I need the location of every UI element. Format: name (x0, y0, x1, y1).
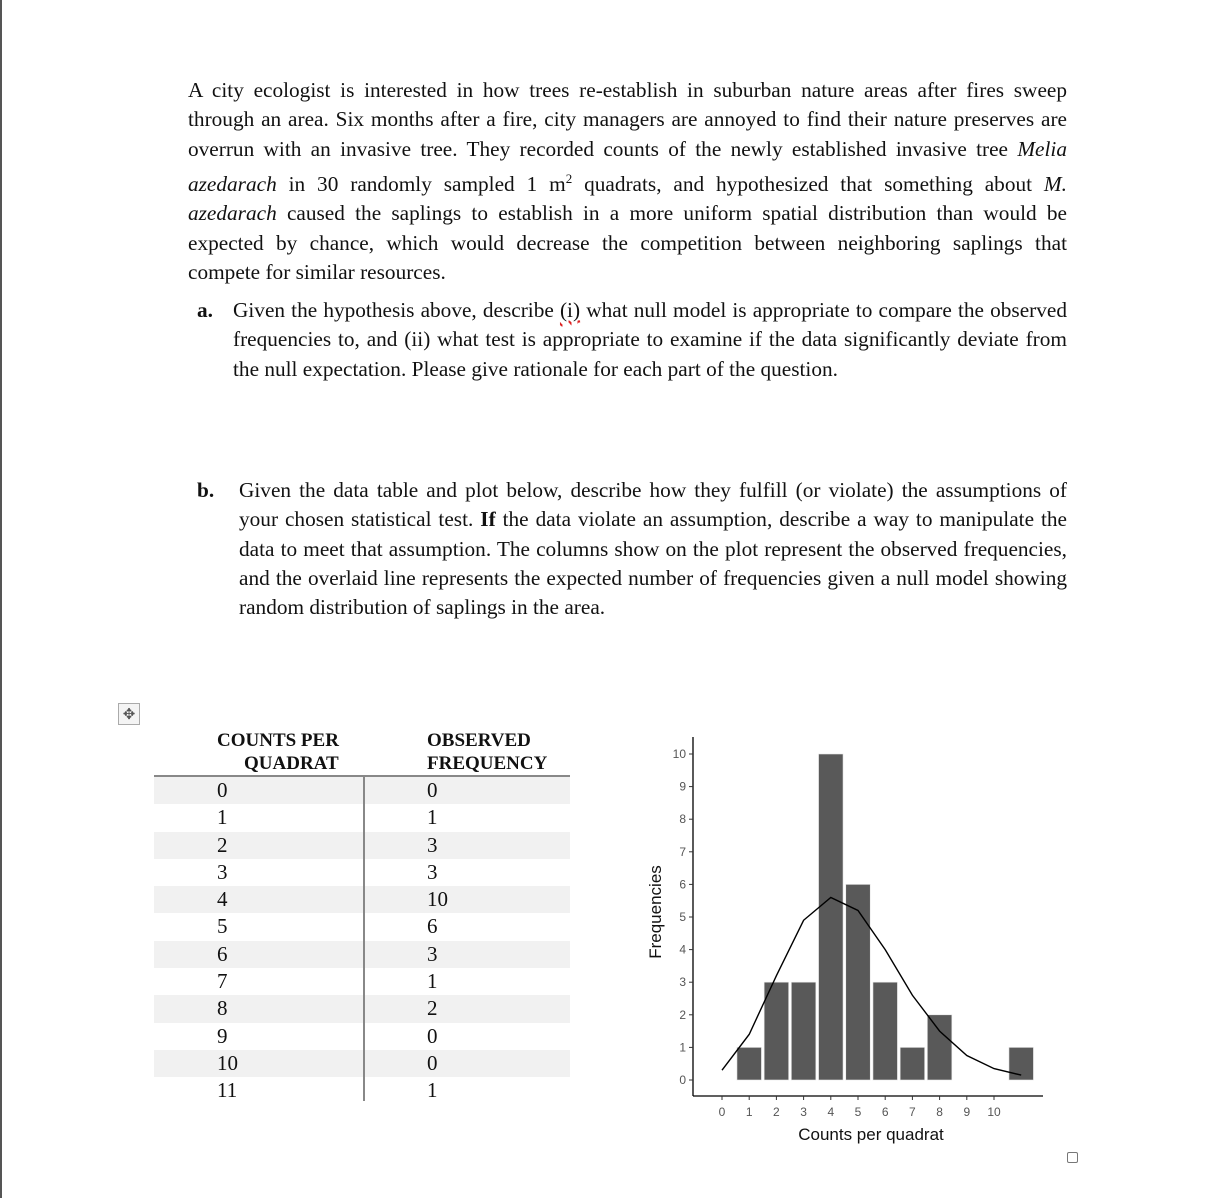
question-text: Given the data table and plot below, describe how they fulfill (or violate) the assumptions of your chosen statistical test. (239, 478, 1067, 532)
count-cell: 2 (217, 832, 228, 857)
frequency-cell: 0 (427, 1050, 438, 1075)
question-bold: If (480, 507, 496, 532)
intro-text: quadrats, and hypothesized that something about (572, 171, 1044, 196)
question-text: what null model is appropriate to compare the observed frequencies to, and (ii) what test is appropriate to examine if the data significantly deviate from the null expectation. Please give rationale for each part of the question. (233, 298, 1067, 381)
bar (737, 1047, 761, 1080)
count-cell: 6 (217, 941, 228, 966)
species-name-short: M. azedarach (188, 171, 1067, 226)
x-tick-label: 0 (718, 1105, 726, 1119)
x-tick-label: 4 (827, 1105, 835, 1119)
question-text: Given the hypothesis above, describe (233, 298, 560, 322)
table-row (154, 941, 570, 968)
intro-text: caused the saplings to establish in a more uniform spatial distribution than would be expected by chance, which would decrease the competition between neighboring saplings that compete for similar resources. (188, 201, 1067, 284)
count-cell: 10 (217, 1050, 238, 1075)
y-tick-label: 7 (679, 844, 686, 859)
bar (900, 1047, 924, 1080)
frequency-cell: 2 (427, 996, 438, 1021)
resize-handle-icon[interactable] (1067, 1152, 1078, 1163)
count-cell: 7 (217, 969, 228, 994)
y-tick-label: 3 (679, 975, 686, 990)
table-row (154, 859, 570, 886)
y-tick-label: 9 (679, 779, 686, 794)
x-tick-label: 6 (881, 1105, 889, 1119)
table-header: OBSERVED (427, 730, 531, 751)
question-b (197, 476, 1067, 622)
count-cell: 4 (217, 887, 228, 912)
bar (791, 982, 815, 1080)
table-row (154, 1023, 570, 1050)
y-tick-label: 5 (679, 910, 686, 924)
x-tick-label: 9 (963, 1105, 971, 1119)
table-row (154, 1077, 570, 1104)
species-name: Melia azedarach (188, 136, 1067, 196)
count-cell: 9 (217, 1023, 228, 1048)
frequency-cell: 6 (427, 914, 438, 939)
count-cell: 1 (217, 805, 228, 830)
x-tick-label: 8 (936, 1105, 943, 1119)
x-tick-label: 2 (773, 1105, 780, 1119)
x-tick-label: 7 (909, 1105, 916, 1119)
table-header: QUADRAT (244, 753, 339, 774)
question-a (197, 296, 1067, 384)
bar (873, 982, 897, 1080)
table-row (154, 886, 570, 913)
table-move-handle-icon[interactable]: ✥ (118, 703, 140, 725)
bar (819, 754, 843, 1080)
table-header: COUNTS PER (217, 730, 339, 751)
frequency-cell: 3 (427, 941, 438, 966)
x-tick-label: 1 (745, 1105, 753, 1119)
frequency-cell: 10 (427, 887, 448, 912)
x-axis-title: Counts per quadrat (798, 1125, 944, 1144)
table-row (154, 913, 570, 940)
y-tick-label: 0 (679, 1073, 686, 1087)
intro-text: in 30 randomly sampled 1 m (276, 171, 566, 196)
y-tick-label: 4 (679, 942, 686, 957)
table-row (154, 832, 570, 859)
bar (927, 1015, 951, 1080)
count-cell: 11 (217, 1078, 238, 1103)
column-divider (363, 775, 365, 1101)
table-body (154, 775, 570, 1105)
count-cell: 3 (217, 859, 228, 884)
table-row (154, 995, 570, 1022)
x-tick-label: 10 (987, 1105, 1001, 1119)
table-row (154, 804, 570, 831)
frequency-cell: 0 (427, 778, 438, 802)
frequency-cell: 0 (427, 1023, 438, 1048)
y-tick-label: 1 (679, 1040, 686, 1055)
question-text: the data violate an assumption, describe a way to manipulate the data to meet that assumption. The columns show on the plot represent the observed frequencies, and the overlaid line represents the expected number of frequencies given a null model showing random distribution of saplings in the area. (239, 507, 1067, 620)
frequency-cell: 3 (427, 832, 438, 857)
table-row (154, 1050, 570, 1077)
frequency-chart (630, 730, 1050, 1150)
frequency-cell: 1 (427, 1078, 438, 1103)
intro-paragraph (188, 76, 1067, 287)
y-axis-title: Frequencies (646, 865, 665, 959)
question-label: b. (197, 478, 215, 502)
count-cell: 8 (217, 996, 228, 1021)
table-row (154, 968, 570, 995)
count-cell: 5 (217, 914, 228, 939)
x-tick-label: 5 (854, 1105, 862, 1119)
bar (764, 982, 788, 1080)
frequency-cell: 1 (427, 969, 438, 994)
spellcheck-marked-text[interactable]: (i) (559, 298, 581, 322)
y-tick-label: 8 (679, 812, 686, 827)
x-tick-label: 3 (800, 1105, 807, 1119)
y-tick-label: 10 (672, 747, 686, 761)
bar (846, 884, 870, 1080)
superscript: 2 (565, 170, 573, 186)
intro-text: A city ecologist is interested in how trees re-establish in suburban nature areas after fires sweep through an area. Six months after a fire, city managers are annoyed to find their nature preserves are overrun with an invasive tree. They recorded counts of the newly established invasive tree (188, 78, 1067, 161)
table-row (154, 777, 570, 804)
count-cell: 0 (217, 778, 228, 802)
table-header: FREQUENCY (427, 753, 548, 774)
y-tick-label: 2 (679, 1007, 686, 1022)
frequency-cell: 1 (427, 805, 438, 830)
question-label: a. (197, 298, 213, 322)
y-tick-label: 6 (679, 877, 686, 892)
frequency-cell: 3 (427, 859, 438, 884)
window-edge (0, 0, 2, 1198)
